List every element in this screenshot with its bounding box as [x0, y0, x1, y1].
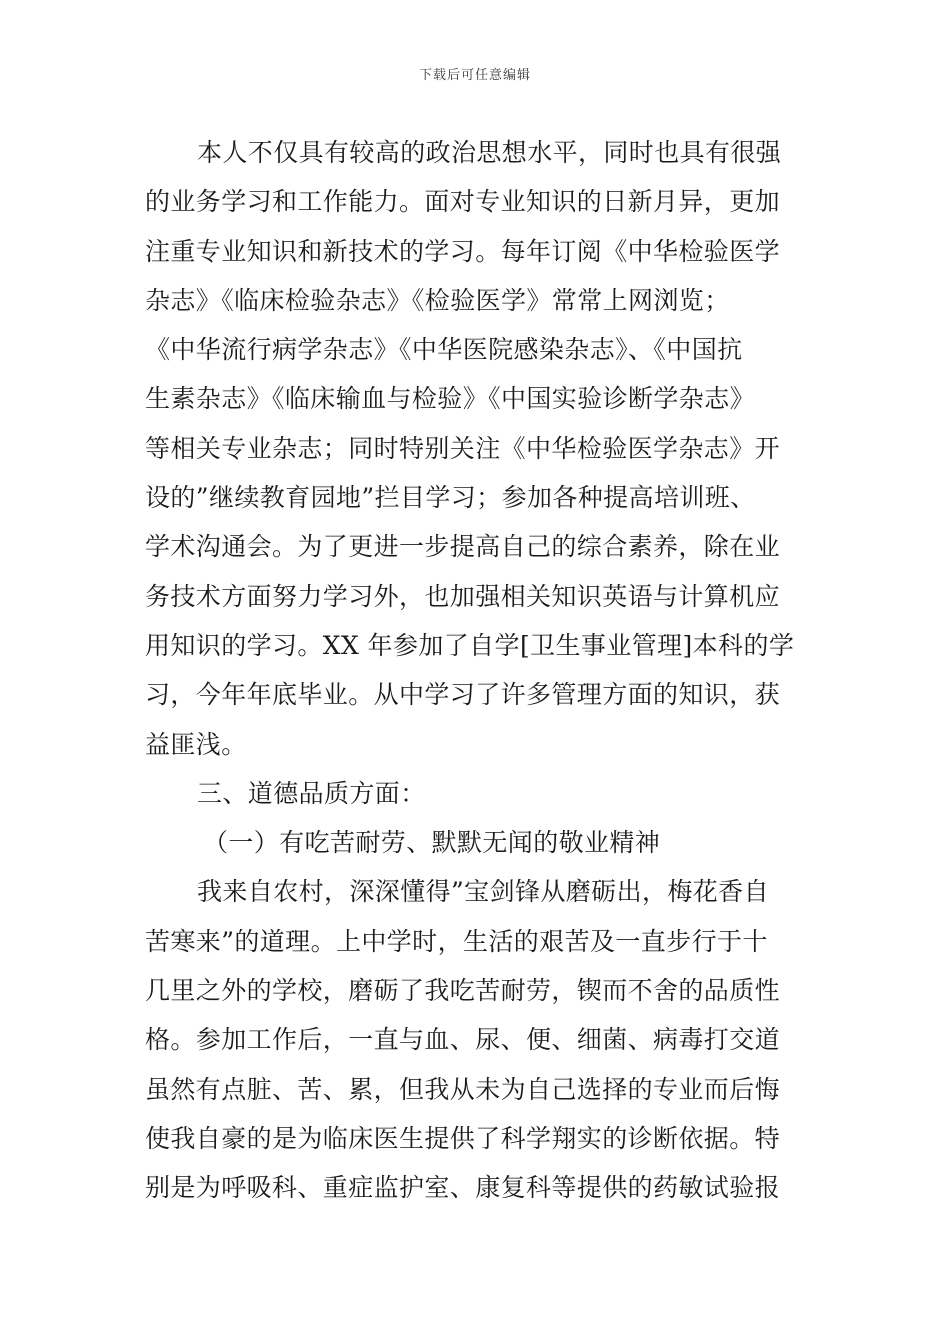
paragraph-line: 《中华流行病学杂志》《中华医院感染杂志》、《中国抗	[145, 335, 743, 365]
paragraph-line: 务技术方面努力学习外，也加强相关知识英语与计算机应	[145, 581, 781, 611]
paragraph-line: 生素杂志》《临床输血与检验》《中国实验诊断学杂志》	[145, 384, 756, 414]
subsection-heading: （一）有吃苦耐劳、默默无闻的敬业精神	[203, 828, 661, 858]
paragraph-line: 几里之外的学校，磨砺了我吃苦耐劳，锲而不舍的品质性	[145, 976, 781, 1006]
paragraph-line: 设的”继续教育园地”拦目学习；参加各种提高培训班、	[145, 483, 756, 513]
paragraph-line: 的业务学习和工作能力。面对专业知识的日新月异，更加	[145, 187, 781, 217]
paragraph-line: 使我自豪的是为临床医生提供了科学翔实的诊断依据。特	[145, 1123, 781, 1153]
document-body	[145, 128, 807, 1213]
paragraph-line: 用知识的学习。XX 年参加了自学[卫生事业管理]本科的学	[145, 630, 795, 660]
paragraph-line: 格。参加工作后，一直与血、尿、便、细菌、病毒打交道	[145, 1025, 781, 1055]
paragraph-line: 等相关专业杂志；同时特别关注《中华检验医学杂志》开	[145, 433, 781, 463]
paragraph-line: 本人不仅具有较高的政治思想水平，同时也具有很强	[197, 138, 782, 167]
paragraph-line: 杂志》《临床检验杂志》《检验医学》常常上网浏览；	[145, 285, 730, 315]
section-heading: 三、道德品质方面：	[197, 778, 426, 808]
paragraph-line: 学术沟通会。为了更进一步提高自己的综合素养，除在业	[145, 532, 781, 562]
paragraph-line: 注重专业知识和新技术的学习。每年订阅《中华检验医学	[145, 236, 781, 266]
paragraph-line: 别是为呼吸科、重症监护室、康复科等提供的药敏试验报	[145, 1173, 781, 1203]
paragraph-line: 苦寒来”的道理。上中学时，生活的艰苦及一直步行于十	[145, 926, 768, 956]
paragraph-line: 虽然有点脏、苦、累，但我从未为自己选择的专业而后悔	[145, 1074, 781, 1104]
paragraph-line: 习，今年年底毕业。从中学习了许多管理方面的知识，获	[145, 680, 781, 710]
paragraph-line: 我来自农村，深深懂得”宝剑锋从磨砺出，梅花香自	[197, 877, 769, 907]
paragraph-line: 益匪浅。	[145, 729, 247, 759]
page-header-note: 下载后可任意编辑	[418, 68, 531, 83]
